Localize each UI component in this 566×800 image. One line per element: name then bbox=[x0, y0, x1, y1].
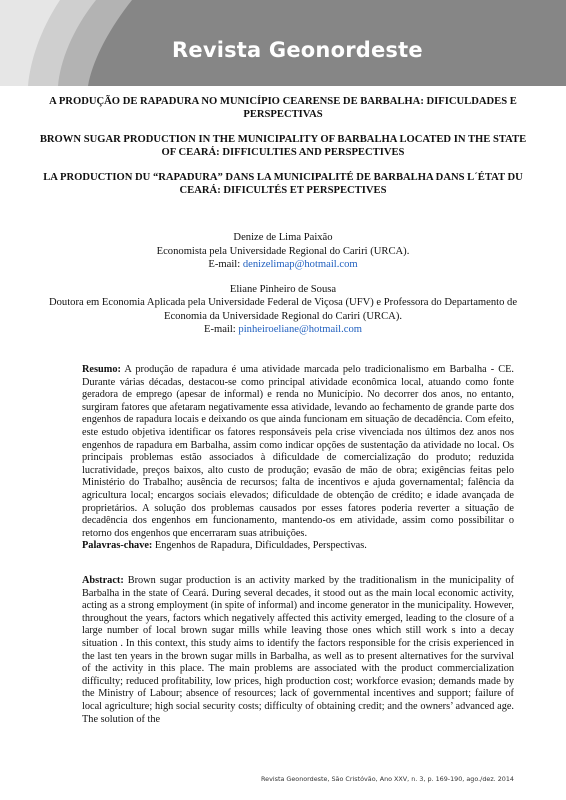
author-email-link[interactable]: denizelimap@hotmail.com bbox=[242, 259, 358, 270]
author-affiliation: Economista pela Universidade Regional do Cariri (URCA). bbox=[156, 245, 410, 257]
title-portuguese: A PRODUÇÃO DE RAPADURA NO MUNICÍPIO CEARENSE DE BARBALHA: DIFICULDADES E PERSPECTIVAS bbox=[49, 96, 517, 120]
author-name: Eliane Pinheiro de Sousa bbox=[229, 283, 337, 295]
author-email-link[interactable]: pinheiroeliane@hotmail.com bbox=[238, 324, 363, 335]
journal-header-banner bbox=[0, 0, 566, 86]
author-1 bbox=[36, 231, 530, 272]
author-2 bbox=[36, 283, 530, 337]
keywords-label: Palavras-chave: bbox=[82, 540, 153, 552]
email-label: E-mail: bbox=[208, 259, 241, 270]
resumo-label: Resumo: bbox=[82, 364, 121, 375]
title-english: BROWN SUGAR PRODUCTION IN THE MUNICIPALITY OF BARBALHA LOCATED IN THE STATE OF CEARÁ: DIFFICULTIES AND PERSPECTIVES bbox=[39, 134, 527, 158]
email-label: E-mail: bbox=[203, 324, 236, 335]
resumo-section bbox=[82, 364, 514, 553]
abstract-label: Abstract: bbox=[82, 575, 124, 586]
author-name: Denize de Lima Paixão bbox=[233, 232, 333, 243]
page-footer-citation: Revista Geonordeste, São Cristóvão, Ano XXV, n. 3, p. 169-190, ago./dez. 2014 bbox=[260, 775, 514, 783]
abstract-text: Brown sugar production is an activity marked by the traditionalism in the municipality of Barbalha in the state of Ceará. During several decades, it stood out as the main local economic activity, acting as a strong employment (in spite of informal) and income generator in the municipality. However, throughout the years, factors which negatively affected this activity emerged, leading to the closure of a large number of local brown sugar mills while leaving those ones which still work s into a decay situation . In this context, this study aims to identify the factors responsible for the crisis experienced in the last ten years in the brown sugar mills in Barbalha, as well as to present alternatives for the survival of the activity in this place. The main problems are associated with the product commercialization difficulty; reduced profitability, low prices, high production cost; workforce evasion; demands made by the Ministry of Labour; absence of resources; lack of governmental incentives and support; failure of local agriculture; high social security costs; difficulty of obtaining credit; and the owners’ advanced age. The solution of the bbox=[82, 575, 514, 725]
journal-name: Revista Geonordeste bbox=[172, 38, 423, 62]
title-french: LA PRODUCTION DU “RAPADURA” DANS LA MUNICIPALITÉ DE BARBALHA DANS L´ÉTAT DU CEARÁ: DIFICULTÉS ET PERSPECTIVES bbox=[43, 172, 523, 196]
title-block bbox=[36, 95, 530, 209]
author-affiliation: Doutora em Economia Aplicada pela Universidade Federal de Viçosa (UFV) e Professora do Departamento de Economia da Universidade Regional do Cariri (URCA). bbox=[48, 297, 518, 322]
authors-block bbox=[36, 231, 530, 348]
keywords-text: Engenhos de Rapadura, Dificuldades, Perspectivas. bbox=[154, 540, 367, 552]
resumo-text: A produção de rapadura é uma atividade marcada pelo tradicionalismo em Barbalha - CE. Durante várias décadas, destacou-se como principal atividade econômica local, atuando como fonte geradora de emprego (apesar de informal) e renda no Município. No decorrer dos anos, no entanto, surgiram fatores que afetaram negativamente essa atividade, levando ao fechamento de grande parte dos engenhos de rapadura locais e deixando os que ainda funcionam em situação de decadência. Com efeito, este estudo objetiva identificar os fatores responsáveis pela crise vivenciada nos últimos dez anos nos engenhos de rapadura em Barbalha, assim como indicar opções de sustentação da atividade no local. Os principais problemas estão associados à dificuldade de comercialização do produto; reduzida lucratividade, preços baixos, alto custo de produção; evasão de mão de obra; exigências feitas pelo Ministério do Trabalho; ausência de recursos; falta de incentivos e ajuda governamental; falência da agricultura local; encargos sociais elevados; dificuldade de obtenção de crédito; e idade avançada de proprietários. A solução dos problemas causados por esses fatores poderia reverter a situação de decadência dos engenhos em funcionamento, mantendo-os em atividade, assim como possibilitar o retorno dos engenhos que encerraram suas atribuições. bbox=[82, 364, 514, 539]
abstract-section bbox=[82, 575, 514, 726]
